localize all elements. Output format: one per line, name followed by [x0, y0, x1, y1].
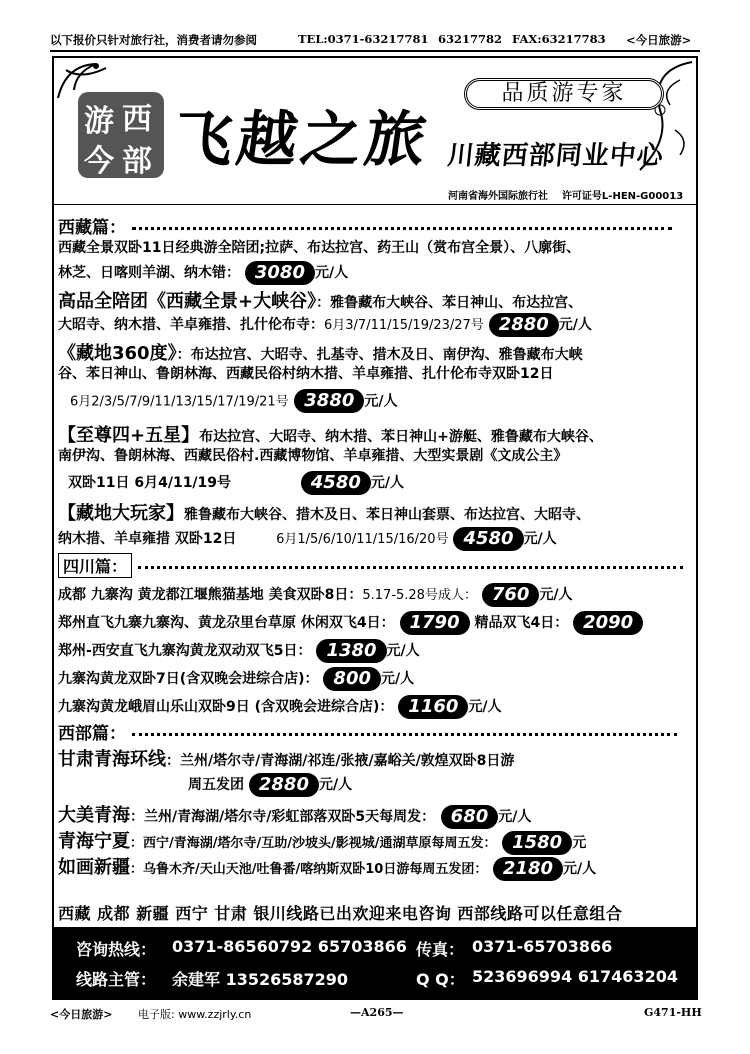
route-text: 成都 九寨沟 黄龙都江堰熊猫基地 美食双卧8日：	[58, 587, 363, 603]
price-unit: 元/人	[364, 393, 398, 410]
west-route-1	[58, 745, 514, 771]
logo-char: 今	[84, 144, 114, 179]
price-badge: 1580	[502, 831, 572, 855]
sichuan-route-3	[58, 639, 420, 663]
tibet-route-1-cont	[58, 261, 348, 285]
section-west-heading	[58, 719, 677, 744]
tibet-route-4-cont	[58, 445, 567, 465]
page-number: —A265—	[350, 1006, 404, 1019]
footer-website[interactable]: 电子版: www.zzjrly.cn	[138, 1008, 252, 1021]
departure-dates: 6月3/7/11/15/19/23/27号	[324, 318, 484, 333]
top-bar	[50, 32, 700, 50]
price-badge: 1380	[316, 639, 386, 663]
west-route-3	[58, 827, 586, 855]
route-name: 大美青海	[58, 805, 130, 826]
departure-dates: 双卧11日 6月4/11/19号	[68, 475, 232, 491]
price-unit: 元/人	[370, 475, 405, 491]
route-note: 5.17-5.28号成人：	[362, 588, 477, 603]
route-name: 《藏地360度》	[58, 343, 177, 364]
price-unit: 元/人	[563, 861, 597, 877]
sichuan-route-2	[58, 611, 643, 635]
contact-row-manager	[76, 967, 676, 989]
price-unit: 元/人	[386, 643, 420, 659]
route-name: 青海宁夏	[58, 831, 130, 852]
brand-name: 飞越之旅	[168, 105, 435, 175]
price-unit: 元/人	[318, 777, 353, 793]
price-unit: 元/人	[523, 531, 557, 547]
departure-dates: 6月1/5/6/10/11/15/16/20号	[276, 532, 449, 547]
sichuan-route-1	[58, 583, 573, 607]
header-divider	[54, 204, 696, 205]
tibet-route-3-dates	[70, 389, 398, 413]
top-paper-name: <今日旅游>	[626, 33, 692, 47]
route-text: 雅鲁藏布大峡谷、措木及日、苯日神山套票、布达拉宫、大昭寺、	[184, 507, 590, 523]
route-text: 布达拉宫、大昭寺、纳木措、苯日神山+游艇、雅鲁藏布大峡谷、	[199, 429, 603, 445]
ad-code: G471-HH	[644, 1006, 702, 1019]
price-badge: 1160	[398, 695, 468, 719]
top-tel: TEL:0371-63217781	[298, 32, 429, 46]
logo-char: 西	[122, 102, 152, 137]
dotted-rule	[132, 227, 672, 230]
price-badge: 2180	[493, 857, 563, 881]
route-text: ：兰州/青海湖/塔尔寺/彩虹部落双卧5天每周发：	[130, 809, 436, 825]
price-badge: 760	[482, 583, 540, 607]
price-badge: 3080	[245, 261, 315, 285]
qq-number[interactable]: 523696994 617463204	[472, 967, 678, 986]
brand-slogan: 品质游专家	[464, 78, 664, 110]
section-title: 西藏篇：	[58, 218, 126, 238]
west-route-1-cont	[188, 773, 352, 797]
route-text: 西藏全景双卧11日经典游全陪团;拉萨、布达拉宫、药王山（赏布宫全景）、八廓街、	[58, 240, 581, 256]
logo-char: 游	[84, 104, 114, 139]
route-text: 纳木措、羊卓雍措 双卧12日	[58, 531, 237, 547]
price-badge: 2880	[249, 773, 319, 797]
tibet-route-2-cont	[58, 313, 592, 337]
section-sichuan-heading	[58, 553, 683, 578]
fax-label: 传真：	[416, 940, 465, 959]
price-unit: 元	[572, 835, 587, 851]
license-number: 许可证号L-HEN-G00013	[561, 191, 684, 202]
agency-line	[448, 187, 683, 202]
price-unit: 元/人	[314, 265, 349, 281]
footer-paper-name: <今日旅游>	[50, 1008, 113, 1021]
route-text: 周五发团	[188, 777, 244, 793]
price-unit: 元/人	[468, 699, 502, 715]
price-badge: 2880	[489, 313, 559, 337]
west-route-4	[58, 853, 596, 881]
route-text: 大昭寺、纳木措、羊卓雍措、扎什伦布寺：	[58, 317, 324, 333]
route-name: 【至尊四+五星】	[58, 425, 200, 446]
tibet-route-5-cont	[58, 527, 557, 551]
route-text: 精品双飞4日：	[474, 615, 569, 631]
route-text: ：兰州/塔尔寺/青海湖/祁连/张掖/嘉峪关/敦煌双卧8日游	[166, 753, 515, 769]
logo-char: 部	[122, 144, 152, 179]
tibet-route-1	[58, 237, 580, 257]
tibet-route-4-dates	[68, 471, 404, 495]
dotted-rule	[132, 733, 677, 736]
manager-contact[interactable]: 余建军 13526587290	[172, 970, 349, 989]
route-text: 九寨沟黄龙双卧7日(含双晚会进综合店)：	[58, 671, 319, 687]
route-text: 林芝、日喀则羊湖、纳木错：	[58, 265, 240, 281]
tibet-route-3-cont	[58, 363, 553, 383]
contact-bar	[54, 927, 696, 998]
hotline-number[interactable]: 0371-86560792 65703866	[172, 937, 407, 956]
route-text: 谷、苯日神山、鲁朗林海、西藏民俗村纳木措、羊卓雍措、扎什伦布寺双卧12日	[58, 366, 554, 382]
route-text: 郑州直飞九寨九寨沟、黄龙尕里台草原 休闲双飞4日：	[58, 615, 395, 631]
page-footer	[50, 1006, 700, 1024]
route-text: 九寨沟黄龙峨眉山乐山双卧9日 (含双晚会进综合店)：	[58, 699, 394, 715]
price-badge: 1790	[400, 611, 470, 635]
route-name: 【藏地大玩家】	[58, 503, 184, 524]
fax-number: 0371-65703866	[472, 937, 613, 956]
top-divider	[50, 50, 700, 52]
departure-dates: 6月2/3/5/7/9/11/13/15/17/19/21号	[70, 394, 289, 410]
route-text: ：西宁/青海湖/塔尔寺/互助/沙坡头/影视城/通湖草原每周五发：	[130, 836, 497, 851]
route-name: 甘肃青海环线	[58, 749, 166, 770]
route-name: 高品全陪团《西藏全景+大峡谷》	[58, 291, 317, 312]
section-tibet-heading	[58, 213, 672, 238]
sichuan-route-4	[58, 667, 414, 691]
route-text: ：乌鲁木齐/天山天池/吐鲁番/喀纳斯双卧10日游每周五发团：	[130, 862, 488, 877]
west-route-2	[58, 801, 531, 829]
tibet-route-5	[58, 499, 590, 525]
route-text: 南伊沟、鲁朗林海、西藏民俗村.西藏博物馆、羊卓雍措、大型实景剧《文成公主》	[58, 448, 568, 464]
top-tel2: 63217782	[438, 32, 503, 46]
company-logo	[78, 92, 164, 178]
dotted-rule	[138, 566, 683, 569]
route-text: ：雅鲁藏布大峡谷、苯日神山、布达拉宫、	[316, 295, 583, 311]
hotline-label: 咨询热线：	[76, 940, 157, 959]
price-badge: 2090	[573, 611, 643, 635]
price-unit: 元/人	[498, 809, 532, 825]
top-fax: FAX:63217783	[512, 32, 606, 46]
price-badge: 3880	[294, 389, 364, 413]
price-badge: 680	[441, 805, 499, 829]
route-name: 如画新疆	[58, 857, 130, 878]
price-unit: 元/人	[539, 587, 573, 603]
qq-label: Q Q：	[416, 970, 465, 989]
top-notice: 以下报价只针对旅行社，消费者请勿参阅	[50, 33, 257, 47]
manager-label: 线路主管：	[76, 970, 157, 989]
tibet-route-3	[58, 339, 583, 365]
brand-subtitle: 川藏西部同业中心	[446, 141, 666, 171]
tibet-route-4	[58, 421, 603, 447]
price-unit: 元/人	[558, 317, 592, 333]
route-text: ：布达拉宫、大昭寺、扎基寺、措木及日、南伊沟、雅鲁藏布大峡	[176, 347, 583, 363]
section-title: 西部篇：	[58, 724, 126, 744]
section-title: 四川篇：	[58, 553, 132, 578]
tibet-route-2	[58, 287, 582, 313]
contact-row-hotline	[76, 937, 676, 959]
price-unit: 元/人	[381, 671, 415, 687]
sichuan-route-5	[58, 695, 502, 719]
route-text: 郑州-西安直飞九寨沟黄龙双动双飞5日：	[58, 643, 312, 659]
bottom-slogan: 西藏 成都 新疆 西宁 甘肃 银川线路已出欢迎来电咨询 西部线路可以任意组合	[58, 904, 623, 923]
agency-name: 河南省海外国际旅行社	[448, 191, 548, 202]
price-badge: 4580	[453, 527, 523, 551]
price-badge: 4580	[301, 471, 371, 495]
price-badge: 800	[323, 667, 381, 691]
